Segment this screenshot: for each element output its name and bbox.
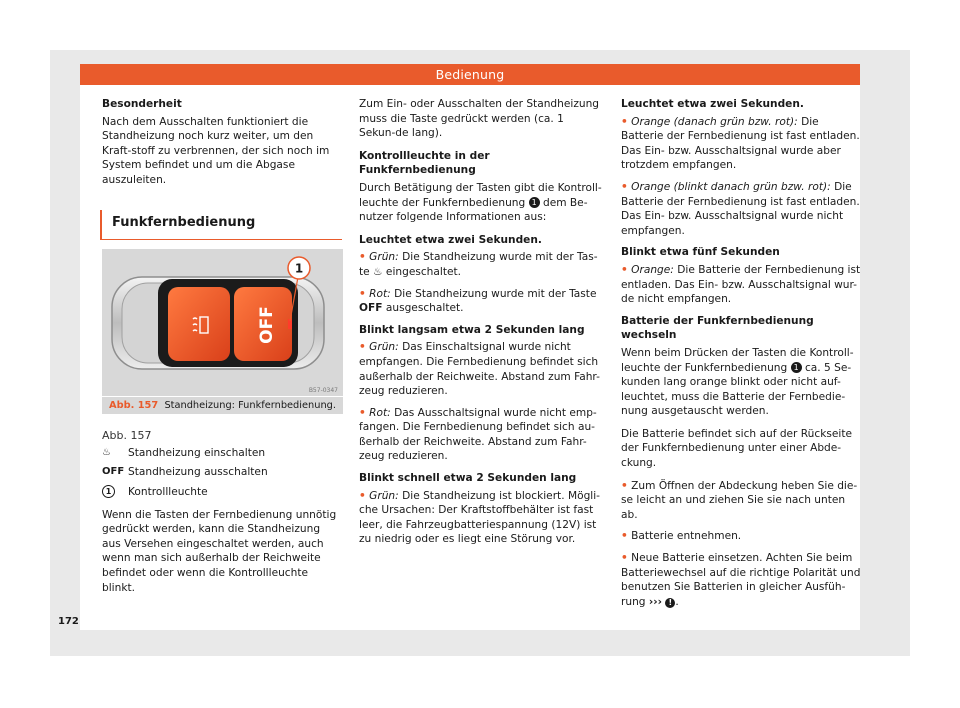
legend-item: 1 Kontrollleuchte bbox=[102, 485, 342, 500]
remote-control-illustration bbox=[102, 249, 343, 396]
heading: Blinkt schnell etwa 2 Sekunden lang bbox=[359, 472, 577, 485]
bullet-icon: • bbox=[359, 251, 366, 264]
bullet-icon: • bbox=[621, 552, 628, 565]
bullet-item: • Grün: Die Standheizung ist blockiert. Mögli-che Ursachen: Der Kraftstoffbehälter ist fast leer, die Fahrzeugbatteriespannung (12V) ist zu niedrig oder es liegt eine Störung vor. bbox=[359, 489, 600, 546]
page-number: 172 bbox=[58, 616, 79, 627]
bullet-item: • Rot: Das Ausschaltsignal wurde nicht emp-fangen. Die Fernbedienung befindet sich au-ßerhalb der Reichweite. Abstand zum Fahr-zeug reduzieren. bbox=[359, 406, 597, 463]
bullet-icon: • bbox=[359, 489, 366, 502]
column-middle bbox=[359, 97, 603, 554]
paragraph: Wenn beim Drücken der Tasten die Kontroll-leuchte der Funkfernbedienung 1 ca. 5 Se-kunden lang orange blinkt oder nicht auf-leuchtet, muss die Batterie der Fernbedie-nung ausgetauscht werden. bbox=[621, 346, 854, 418]
heading-besonderheit: Besonderheit bbox=[102, 98, 182, 110]
off-icon: OFF bbox=[359, 302, 383, 315]
column-left bbox=[102, 97, 342, 603]
column-right bbox=[621, 97, 861, 616]
paragraph: Zum Ein- oder Ausschalten der Standheizung muss die Taste gedrückt werden (ca. 1 Sekun-de lang). bbox=[359, 98, 600, 140]
paragraph: Die Batterie befindet sich auf der Rückseite der Funkfernbedienung unter einer Abde-ckung. bbox=[621, 427, 852, 470]
indicator-number-icon: 1 bbox=[102, 485, 115, 498]
heater-on-icon: ♨ bbox=[373, 265, 383, 278]
off-icon: OFF bbox=[102, 466, 125, 478]
bullet-item: • Neue Batterie einsetzen. Achten Sie beim Batteriewechsel auf die richtige Polarität und benutzen Sie Batterien in gleicher Ausfüh-rung ››› ! . bbox=[621, 552, 861, 608]
bullet-item: • Grün: Das Einschaltsignal wurde nicht empfangen. Die Fernbedienung befindet sich außerhalb der Reichweite. Abstand zum Fahr-zeug reduzieren. bbox=[359, 341, 600, 398]
figure-caption bbox=[102, 396, 343, 414]
heading: Blinkt etwa fünf Sekunden bbox=[621, 246, 780, 259]
bullet-icon: • bbox=[359, 406, 366, 419]
figure-reference: Abb. 157 bbox=[102, 429, 152, 443]
bullet-icon: • bbox=[621, 263, 628, 276]
bullet-icon: • bbox=[359, 287, 366, 300]
bullet-icon: • bbox=[621, 115, 628, 128]
bullet-icon: • bbox=[621, 479, 628, 492]
indicator-number-icon: 1 bbox=[791, 362, 802, 373]
bullet-item: • Orange (blinkt danach grün bzw. rot): Die Batterie der Fernbedienung ist fast entladen. Das Ein- bzw. Ausschaltsignal wurde nicht empfangen. bbox=[621, 180, 860, 237]
warning-icon: ! bbox=[665, 598, 675, 608]
remote-figure bbox=[102, 249, 343, 396]
bullet-item: • Rot: Die Standheizung wurde mit der Taste OFF ausgeschaltet. bbox=[359, 287, 597, 315]
page-header: Bedienung bbox=[80, 64, 860, 85]
caption-text: Standheizung: Funkfernbedienung. bbox=[164, 400, 336, 412]
paragraph: Wenn die Tasten der Fernbedienung unnötig gedrückt werden, kann die Standheizung aus Versehen eingeschaltet werden, auch wenn man sich außerhalb der Reichweite befindet oder wenn die Kontrollleuchte blinkt. bbox=[102, 508, 337, 594]
paragraph: Nach dem Ausschalten funktioniert die Standheizung noch kurz weiter, um den Kraft-stoff zu verbrennen, der sich noch im System befindet und um die Abgase auszuleiten. bbox=[102, 115, 330, 186]
callout-number: 1 bbox=[294, 261, 304, 276]
bullet-icon: • bbox=[621, 180, 628, 193]
indicator-number-icon: 1 bbox=[529, 197, 540, 208]
bullet-icon: • bbox=[359, 341, 366, 354]
continue-arrows-icon: ››› bbox=[648, 595, 662, 608]
bullet-item: • Grün: Die Standheizung wurde mit der Tas-te ♨ eingeschaltet. bbox=[359, 251, 598, 278]
heading: Kontrollleuchte in der Funkfernbedienung bbox=[359, 149, 490, 177]
legend-item: ♨ Standheizung einschalten bbox=[102, 446, 266, 459]
off-button-label: OFF bbox=[257, 306, 277, 344]
heading: Batterie der Funkfernbedienung wechseln bbox=[621, 314, 814, 342]
bullet-item: • Orange: Die Batterie der Fernbedienung ist entladen. Das Ein- bzw. Ausschaltsignal wur-de nicht empfangen. bbox=[621, 263, 861, 306]
bullet-icon: • bbox=[621, 530, 628, 543]
bullet-item: • Orange (danach grün bzw. rot): Die Batterie der Fernbedienung ist fast entladen. Das Ein- bzw. Ausschaltsignal wurde aber trotzdem empfangen. bbox=[621, 115, 860, 172]
heading: Leuchtet etwa zwei Sekunden. bbox=[621, 98, 804, 110]
legend-item: OFF Standheizung ausschalten bbox=[102, 466, 268, 479]
heading: Leuchtet etwa zwei Sekunden. bbox=[359, 233, 542, 246]
section-title: Funkfernbedienung bbox=[100, 210, 342, 241]
caption-label: Abb. 157 bbox=[109, 400, 159, 412]
heading: Blinkt langsam etwa 2 Sekunden lang bbox=[359, 323, 585, 336]
bullet-item: • Zum Öffnen der Abdeckung heben Sie die-se leicht an und ziehen Sie sie nach unten ab. bbox=[621, 479, 858, 521]
heater-on-icon: ♨ bbox=[102, 446, 111, 458]
bullet-item: • Batterie entnehmen. bbox=[621, 530, 742, 543]
paragraph: Durch Betätigung der Tasten gibt die Kontroll-leuchte der Funkfernbedienung 1 dem Be-nutzer folgende Informationen aus: bbox=[359, 181, 602, 224]
figure-code: B57-0347 bbox=[308, 387, 338, 395]
